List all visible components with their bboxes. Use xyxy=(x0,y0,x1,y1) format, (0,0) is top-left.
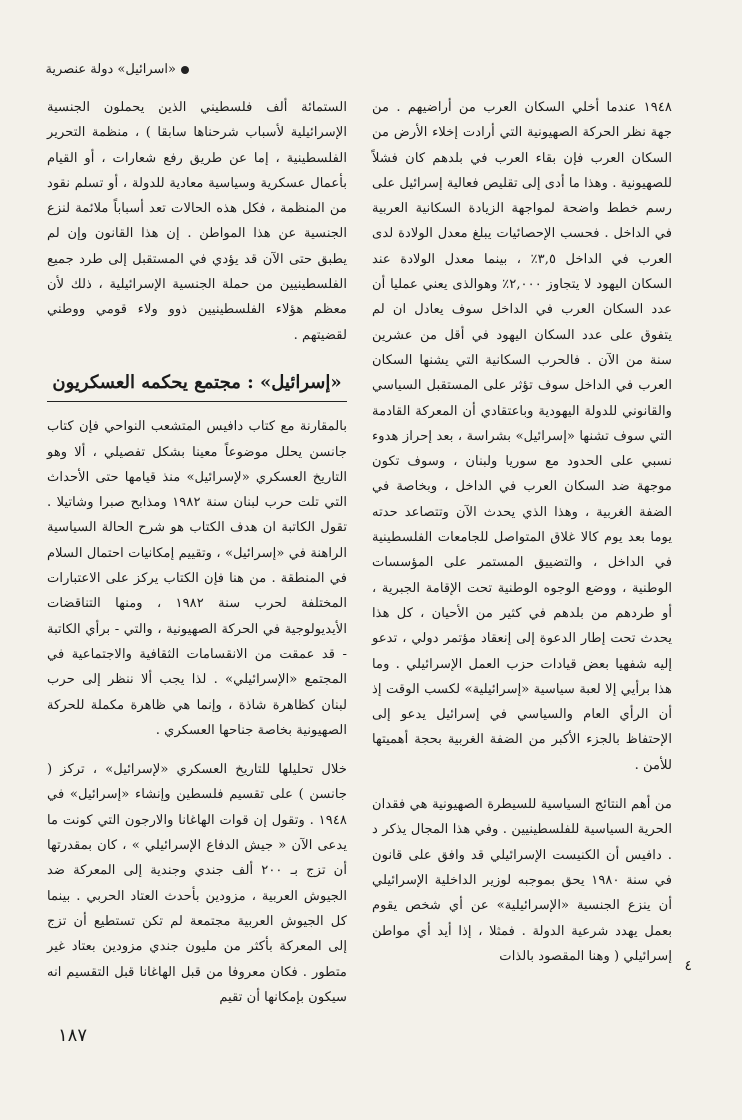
running-header xyxy=(45,62,189,77)
right-column xyxy=(372,95,672,969)
paragraph: الستمائة ألف فلسطيني الذين يحملون الجنسية الإسرائيلية لأسباب شرحناها سابقا ) ، منظمة التحرير الفلسطينية ، إما عن طريق رفع شعارات ، أو القيام بأعمال عسكرية وسياسية معادية للدولة ، أو تسلم نقود من المنظمة ، فكل هذه الحالات تعد أسباباً ملائمة لنزع الجنسية عن هذا المواطن . إن هذا القانون وإن لم يطبق حتى الآن قد يؤدي في المستقبل إلى طرد جميع الفلسطينيين من حملة الجنسية الإسرائيلية ، ذلك لأن معظم هؤلاء الفلسطينيين ذوو ولاء قومي ووطني لقضيتهم . xyxy=(47,100,347,343)
margin-mark: ٤ xyxy=(684,958,692,974)
paragraph: ١٩٤٨ عندما أخلي السكان العرب من أراضيهم . من جهة نظر الحركة الصهيونية التي أرادت إخلاء الأرض من السكان العرب فإن بقاء العرب في بلدهم كان فشلاً للصهيونية . وهذا ما أدى إلى تقليص فعالية إسرائيل على رسم خطط واضحة لمواجهة الزيادة السكانية العربية في الداخل . فحسب الإحصائيات يبلغ معدل الولادة لدى العرب في الداخل ٣,٥٪ ، بينما معدل الولادة عند السكان اليهود لا يتجاوز ٢,٠٠٠٪ وهوالذى يعني عمليا أن عدد السكان العرب في الداخل سوف يعادل ان لم يتفوق على عدد السكان اليهود في أقل من عشرين سنة من الآن . فالحرب السكانية التي يشنها السكان العرب في الداخل سوف تؤثر على المستقبل السياسي والقانوني للدولة اليهودية وباعتقادي أن المعركة القادمة التي سوف تشنها «إسرائيل» بشراسة ، بعد إحراز هدوء نسبي على الحدود مع سوريا ولبنان ، وسوف تكون موجهة ضد السكان العرب في الداخل ، وبخاصة في الضفة الغربية ، وهذا الذي يحدث الآن وتتصاعد حدته يوما بعد يوم كالا غلاق المتواصل للجامعات الفلسطينية في الداخل ، والتضييق المستمر على المؤسسات الوطنية ، ووضع الوجوه الوطنية تحت الإقامة الجبرية ، أو طردهم من بلدهم في كثير من الأحيان ، كل هذا يحدث تحت إطار الدعوة إلى إنعقاد مؤتمر دولي ، تدعو إليه شفهيا بعض قيادات حزب العمل الإسرائيلي . وما هذا برأيي إلا لعبة سياسية «إسرائيلية» لكسب الوقت إذ أن الرأي العام والسياسي في إسرائيل يدعو إلى الإحتفاظ بالجزء الأكبر من الضفة الغربية بحجة أهميتها للأمن . xyxy=(372,100,673,773)
section-heading: «إسرائيل» : مجتمع يحكمه العسكريون xyxy=(47,370,347,402)
bullet-icon xyxy=(181,66,189,74)
page-number: ١٨٧ xyxy=(58,1025,88,1046)
paragraph: من أهم النتائج السياسية للسيطرة الصهيونية هي فقدان الحرية السياسية للفلسطينيين . وفي هذا المجال يذكر د . دافيس أن الكنيست الإسرائيلي قد وافق على قانون في سنة ١٩٨٠ يحق بموجبه لوزير الداخلية الإسرائيلي أن ينزع الجنسية «الإسرائيلية» عن أي شخص يقوم بعمل يهدد شرعية الدولة . فمثلا ، إذا أيد أي مواطن إسرائيلي ( وهنا المقصود بالذات xyxy=(372,797,672,964)
header-title: «اسرائيل» دولة عنصرية xyxy=(45,62,176,77)
paragraph: خلال تحليلها للتاريخ العسكري «لإسرائيل» ، تركز ( جانسن ) على تقسيم فلسطين وإنشاء «إسرائيل» في ١٩٤٨ . وتقول إن قوات الهاغانا والارجون التي كونت ما يدعى الآن « جيش الدفاع الإسرائيلي » ، كان بمقدرتها أن تزج بـ ٢٠٠ ألف جندي وجندية إلى المعركة ضد الجيوش العربية ، مزودين بأحدث العتاد الحربي . بينما كل الجيوش العربية مجتمعة لم تكن تستطيع أن تزج إلى المعركة بأكثر من مليون جندي مزودين بعتاد غير متطور . فكان معروفا من قبل الهاغانا قبل التقسيم انه سيكون بإمكانها أن تقيم xyxy=(47,762,348,1005)
paragraph: بالمقارنة مع كتاب دافيس المتشعب النواحي فإن كتاب جانسن يحلل موضوعاً معينا بشكل تفصيلي ، ألا وهو التاريخ العسكري «لإسرائيل» منذ قيامها حتى الأحداث التي تلت حرب لبنان سنة ١٩٨٢ ومذابح صبرا وشاتيلا . تقول الكاتبة ان هدف الكتاب هو شرح الحالة السياسية الراهنة في «إسرائيل» ، وتقييم إمكانيات احتمال السلام في المنطقة . من هنا فإن الكتاب يركز على الاعتبارات المختلفة لحرب سنة ١٩٨٢ ، ومنها التناقضات الأيديولوجية في الحركة الصهيونية ، والتي - برأي الكاتبة - قد عمقت من الانقسامات الثقافية والاجتماعية في المجتمع «الإسرائيلي» . لذا يجب ألا ننظر إلى حرب لبنان كظاهرة شاذة ، وإنما هي ظاهرة مكملة للحركة الصهيونية بخاصة جناحها العسكري . xyxy=(47,419,347,738)
left-column xyxy=(47,95,347,1010)
